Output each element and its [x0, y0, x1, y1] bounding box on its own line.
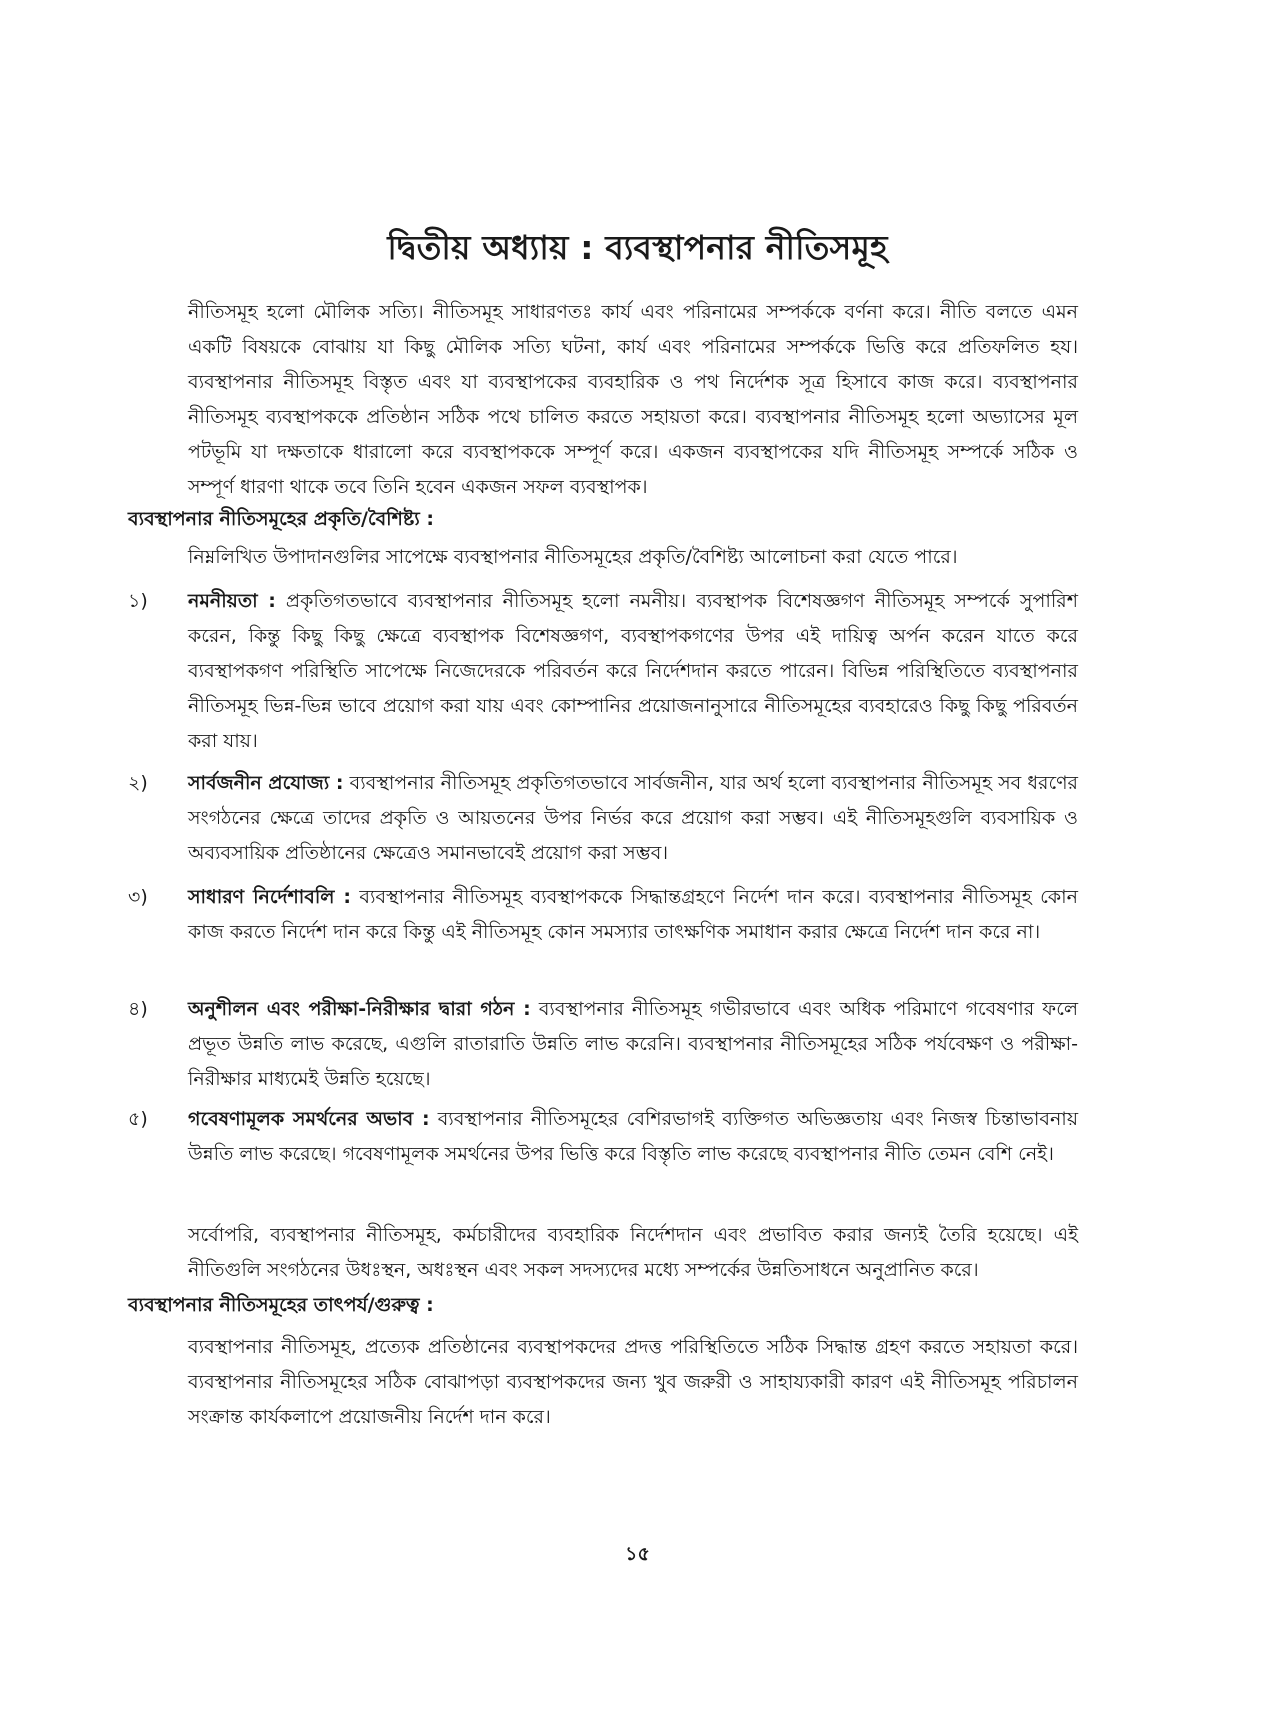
list-item-text: ব্যবস্থাপনার নীতিসমূহ গভীরভাবে এবং অধিক পরিমাণে গবেষণার ফলে প্রভূত উন্নতি লাভ করেছে, এগুলি রাতারাতি উন্নতি লাভ করেনি। ব্যবস্থাপনার নীতিসমূহের সঠিক পর্যবেক্ষণ ও পরীক্ষা-নিরীক্ষার মাধ্যমেই উন্নতি হয়েছে। — [188, 998, 1078, 1090]
intro-paragraph: নীতিসমূহ হলো মৌলিক সত্যি। নীতিসমূহ সাধারণতঃ কার্য এবং পরিনামের সম্পর্ককে বর্ণনা করে। নীতি বলতে এমন একটি বিষয়কে বোঝায় যা কিছু মৌলিক সত্যি ঘটনা, কার্য এবং পরিনামের সম্পর্ককে ভিত্তি করে প্রতিফলিত হয। ব্যবস্থাপনার নীতিসমূহ বিস্তৃত এবং যা ব্যবস্থাপকের ব্যবহারিক ও পথ নির্দেশক সূত্র হিসাবে কাজ করে। ব্যবস্থাপনার নীতিসমূহ ব্যবস্থাপককে প্রতিষ্ঠান সঠিক পথে চালিত করতে সহায়তা করে। ব্যবস্থাপনার নীতিসমূহ হলো অভ্যাসের মূল পটভূমি যা দক্ষতাকে ধারালো করে ব্যবস্থাপককে সম্পূর্ণ করে। একজন ব্যবস্থাপকের যদি নীতিসমূহ সম্পর্কে সঠিক ও সম্পূর্ণ ধারণা থাকে তবে তিনি হবেন একজন সফল ব্যবস্থাপক। — [188, 301, 1078, 498]
list-item-number: ৩) — [128, 886, 148, 908]
section-heading-importance: ব্যবস্থাপনার নীতিসমূহের তাৎপর্য/গুরুত্ব : — [128, 1294, 434, 1316]
list-item-term: গবেষণামূলক সমর্থনের অভাব : — [188, 1108, 430, 1130]
list-item-body — [188, 584, 1078, 759]
list-item-number: ৪) — [128, 998, 148, 1020]
section-lead-paragraph: নিম্নলিখিত উপাদানগুলির সাপেক্ষে ব্যবস্থাপনার নীতিসমূহের প্রকৃতি/বৈশিষ্ট্য আলোচনা করা যেতে পারে। — [188, 546, 958, 568]
list-item-text: ব্যবস্থাপনার নীতিসমূহের বেশিরভাগই ব্যক্তিগত অভিজ্ঞতায় এবং নিজস্ব চিন্তাভাবনায় উন্নতি লাভ করেছে। গবেষণামূলক সমর্থনের উপর ভিত্তি করে বিস্তৃতি লাভ করেছে ব্যবস্থাপনার নীতি তেমন বেশি নেই। — [188, 1108, 1079, 1165]
list-item-number: ১) — [128, 590, 148, 612]
list-item-body — [188, 992, 1078, 1097]
list-item-body — [188, 1102, 1078, 1172]
closing-paragraph: সর্বোপরি, ব্যবস্থাপনার নীতিসমূহ, কর্মচারীদের ব্যবহারিক নির্দেশদান এবং প্রভাবিত করার জন্যই তৈরি হয়েছে। এই নীতিগুলি সংগঠনের উধঃস্থন, অধঃস্থন এবং সকল সদস্যদের মধ্যে সম্পর্কের উন্নতিসাধনে অনুপ্রানিত করে। — [188, 1224, 1078, 1281]
list-item-number: ৫) — [128, 1108, 148, 1130]
importance-paragraph: ব্যবস্থাপনার নীতিসমূহ, প্রত্যেক প্রতিষ্ঠানের ব্যবস্থাপকদের প্রদত্ত পরিস্থিতিতে সঠিক সিদ্ধান্ত গ্রহণ করতে সহায়তা করে। ব্যবস্থাপনার নীতিসমূহের সঠিক বোঝাপড়া ব্যবস্থাপকদের জন্য খুব জরুরী ও সাহায্যকারী কারণ এই নীতিসমূহ পরিচালন সংক্রান্ত কার্যকলাপে প্রয়োজনীয় নির্দেশ দান করে। — [188, 1336, 1078, 1428]
section-heading-nature: ব্যবস্থাপনার নীতিসমূহের প্রকৃতি/বৈশিষ্ট্য : — [128, 508, 434, 530]
list-item-term: অনুশীলন এবং পরীক্ষা-নিরীক্ষার দ্বারা গঠন : — [188, 998, 531, 1020]
list-item-text: ব্যবস্থাপনার নীতিসমূহ ব্যবস্থাপককে সিদ্ধান্তগ্রহণে নির্দেশ দান করে। ব্যবস্থাপনার নীতিসমূহ কোন কাজ করতে নির্দেশ দান করে কিন্তু এই নীতিসমূহ কোন সমস্যার তাৎক্ষণিক সমাধান করার ক্ষেত্রে নির্দেশ দান করে না। — [188, 886, 1078, 943]
list-item-text: ব্যবস্থাপনার নীতিসমূহ প্রকৃতিগতভাবে সার্বজনীন, যার অর্থ হলো ব্যবস্থাপনার নীতিসমূহ সব ধরণের সংগঠনের ক্ষেত্রে তাদের প্রকৃতি ও আয়তনের উপর নির্ভর করে প্রয়োগ করা সম্ভব। এই নীতিসমূহগুলি ব্যবসায়িক ও অব্যবসায়িক প্রতিষ্ঠানের ক্ষেত্রেও সমানভাবেই প্রয়োগ করা সম্ভব। — [188, 772, 1079, 864]
list-item-term: সাধারণ নির্দেশাবলি : — [188, 886, 351, 908]
list-item-term: নমনীয়তা : — [188, 590, 276, 612]
page-number: ১৫ — [625, 1543, 650, 1565]
list-item-term: সার্বজনীন প্রযোজ্য : — [188, 772, 344, 794]
list-item-body — [188, 766, 1078, 871]
chapter-title: দ্বিতীয় অধ্যায় : ব্যবস্থাপনার নীতিসমূহ — [387, 228, 888, 267]
list-item-text: প্রকৃতিগতভাবে ব্যবস্থাপনার নীতিসমূহ হলো নমনীয়। ব্যবস্থাপক বিশেষজ্ঞগণ নীতিসমূহ সম্পর্কে সুপারিশ করেন, কিন্তু কিছু কিছু ক্ষেত্রে ব্যবস্থাপক বিশেষজ্ঞগণ, ব্যবস্থাপকগণের উপর এই দায়িত্ব অর্পন করেন যাতে করে ব্যবস্থাপকগণ পরিস্থিতি সাপেক্ষে নিজেদেরকে পরিবর্তন করে নির্দেশদান করতে পারেন। বিভিন্ন পরিস্থিতিতে ব্যবস্থাপনার নীতিসমূহ ভিন্ন-ভিন্ন ভাবে প্রয়োগ করা যায় এবং কোম্পানির প্রয়োজনানুসারে নীতিসমূহের ব্যবহারেও কিছু কিছু পরিবর্তন করা যায়। — [188, 590, 1078, 752]
list-item-body — [188, 880, 1078, 950]
list-item-number: ২) — [128, 772, 148, 794]
